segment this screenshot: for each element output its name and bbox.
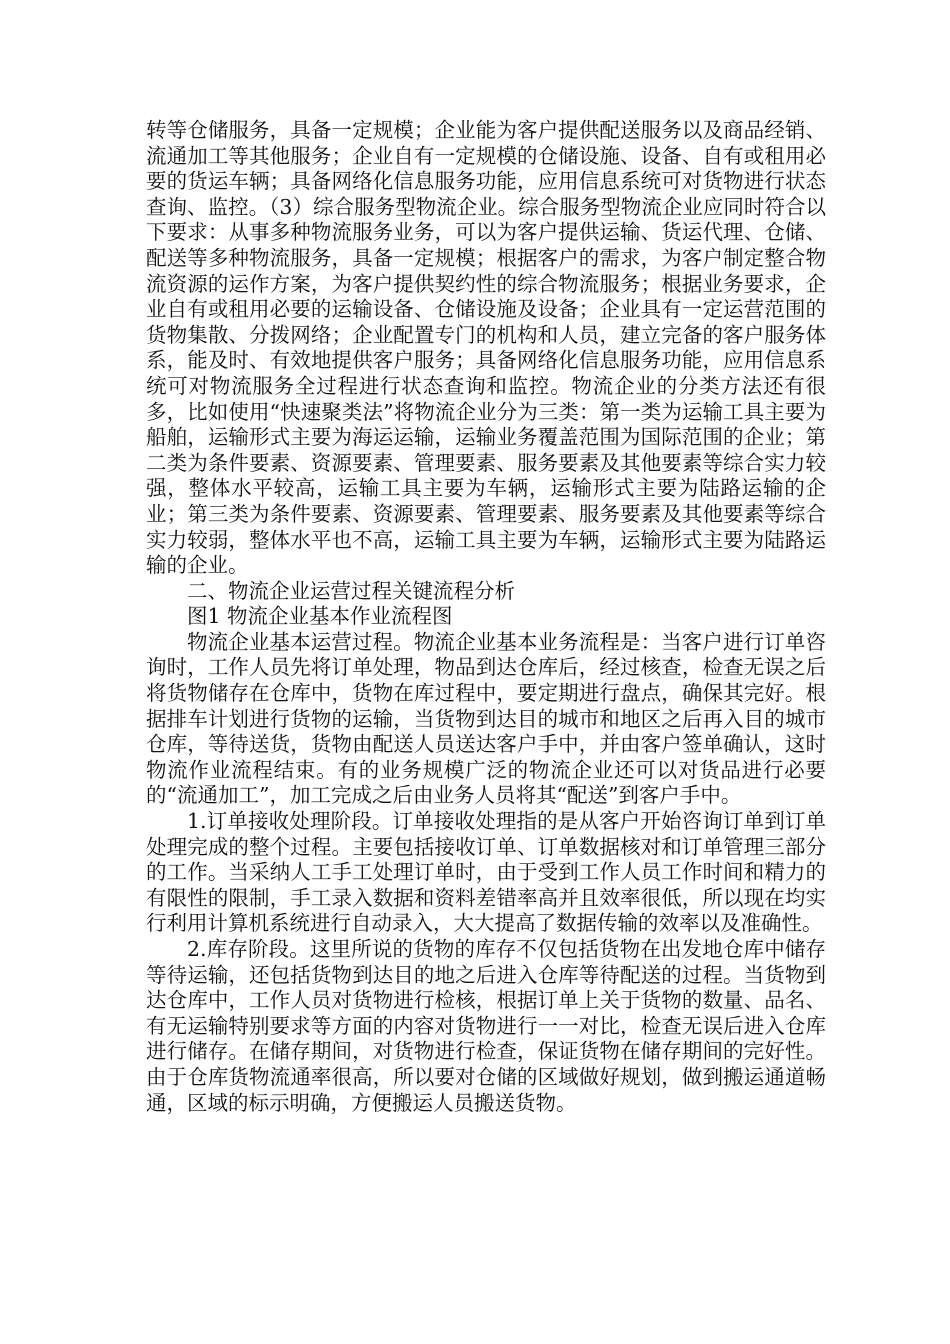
- section-heading: 二、物流企业运营过程关键流程分析: [187, 578, 515, 603]
- body-paragraph: 1.订单接收处理阶段。订单接收处理指的是从客户开始咨询订单到订单处理完成的整个过程。主要包括接收订单、订单数据核对和订单管理三部分的工作。当采纳人工手工处理订单时，由于受到工作人员工作时间和精力的有限性的限制，手工录入数据和资料差错率高并且效率很低，所以现在均实行利用计算机系统进行自动录入，大大提高了数据传输的效率以及准确性。: [146, 809, 826, 936]
- body-paragraph: 转等仓储服务，具备一定规模；企业能为客户提供配送服务以及商品经销、流通加工等其他服务；企业自有一定规模的仓储设施、设备、自有或租用必要的货运车辆；具备网络化信息服务功能，应用信息系统可对货物进行状态查询、监控。（3）综合服务型物流企业。综合服务型物流企业应同时符合以下要求：从事多种物流服务业务，可以为客户提供运输、货运代理、仓储、配送等多种物流服务，具备一定规模；根据客户的需求，为客户制定整合物流资源的运作方案，为客户提供契约性的综合物流服务；根据业务要求，企业自有或租用必要的运输设备、仓储设施及设备；企业具有一定运营范围的货物集散、分拨网络；企业配置专门的机构和人员，建立完备的客户服务体系，能及时、有效地提供客户服务；具备网络化信息服务功能，应用信息系统可对物流服务全过程进行状态查询和监控。物流企业的分类方法还有很多，比如使用“快速聚类法”将物流企业分为三类：第一类为运输工具主要为船舶，运输形式主要为海运运输，运输业务覆盖范围为国际范围的企业；第二类为条件要素、资源要素、管理要素、服务要素及其他要素等综合实力较强，整体水平较高，运输工具主要为车辆，运输形式主要为陆路运输的企业；第三类为条件要素、资源要素、管理要素、服务要素及其他要素等综合实力较弱，整体水平也不高，运输工具主要为车辆，运输形式主要为陆路运输的企业。: [146, 118, 826, 578]
- body-paragraph: 物流企业基本运营过程。物流企业基本业务流程是：当客户进行订单咨询时，工作人员先将订单处理，物品到达仓库后，经过核查，检查无误之后将货物储存在仓库中，货物在库过程中，要定期进行盘点，确保其完好。根据排车计划进行货物的运输，当货物到达目的城市和地区之后再入目的城市仓库，等待送货，货物由配送人员送达客户手中，并由客户签单确认，这时物流作业流程结束。有的业务规模广泛的物流企业还可以对货品进行必要的“流通加工”，加工完成之后由业务人员将其“配送”到客户手中。: [146, 629, 826, 808]
- figure-caption: 图1 物流企业基本作业流程图: [187, 604, 453, 629]
- body-paragraph: 2.库存阶段。这里所说的货物的库存不仅包括货物在出发地仓库中储存等待运输，还包括货物到达目的地之后进入仓库等待配送的过程。当货物到达仓库中，工作人员对货物进行检核，根据订单上关于货物的数量、品名、有无运输特别要求等方面的内容对货物进行一一对比，检查无误后进入仓库进行储存。在储存期间，对货物进行检查，保证货物在储存期间的完好性。由于仓库货物流通率很高，所以要对仓储的区域做好规划，做到搬运通道畅通，区域的标示明确，方便搬运人员搬送货物。: [146, 937, 826, 1115]
- document-page: [146, 118, 826, 1116]
